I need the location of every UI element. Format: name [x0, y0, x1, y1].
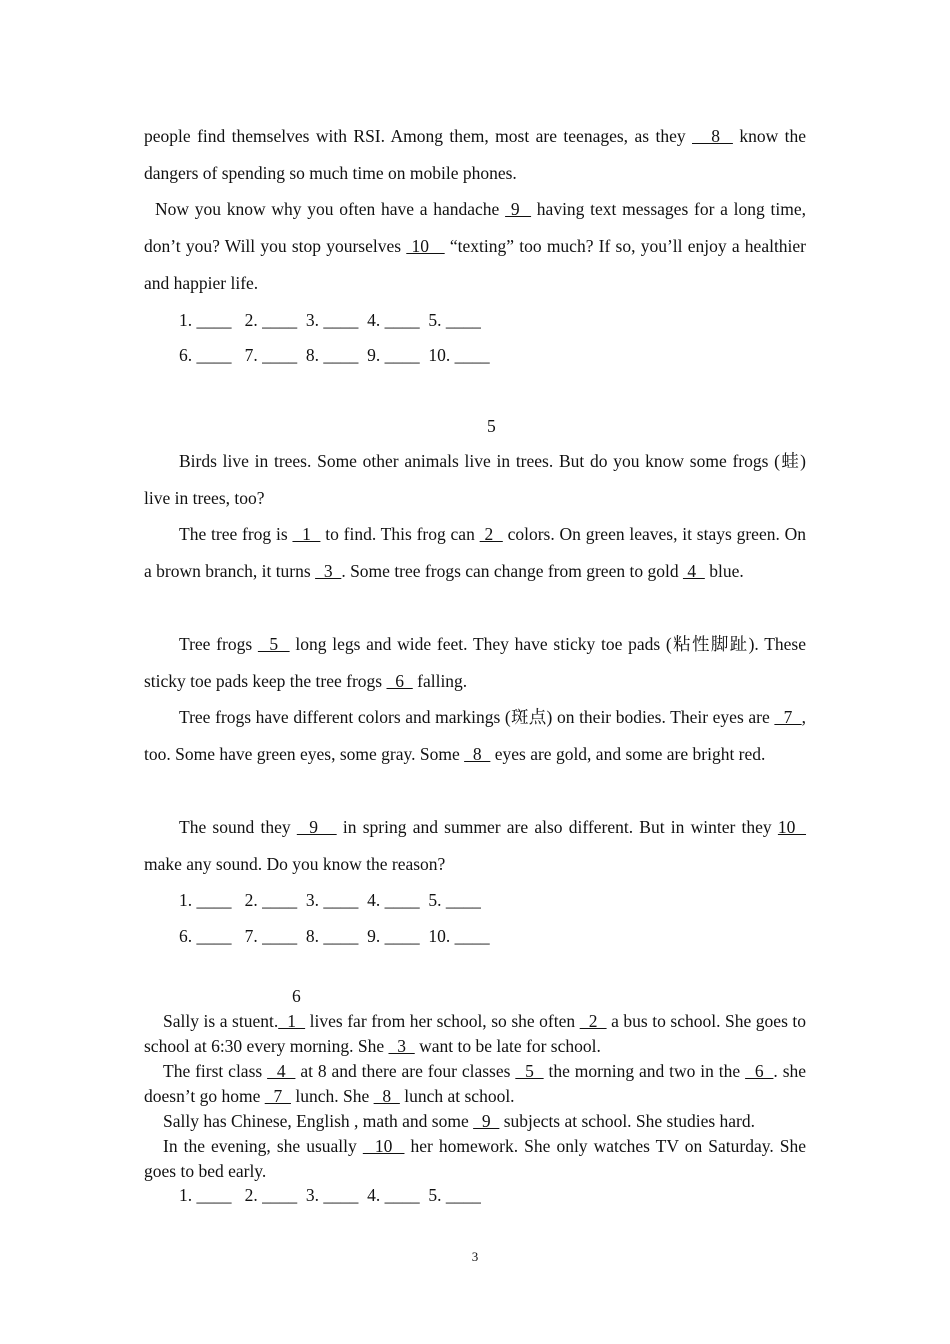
passage4-answers-row1: 1. ____ 2. ____ 3. ____ 4. ____ 5. ____	[179, 310, 481, 330]
passage5-paragraph2	[144, 516, 806, 590]
blank-7: 7	[264, 1086, 291, 1106]
blank-4: 4	[682, 561, 705, 581]
text: in spring and summer are also different. But in winter they	[336, 817, 778, 837]
passage6-paragraph1	[144, 1009, 806, 1059]
blank-9: 9	[473, 1111, 500, 1131]
blank-7: 7	[774, 707, 802, 727]
blank-8: 8	[692, 126, 733, 146]
text: people find themselves with RSI. Among them, most are teenages, as they	[144, 126, 693, 146]
text: “texting” too much? If so, you’ll enjoy a healthier and happier life.	[144, 236, 807, 293]
text: lives far from her school, so she often	[305, 1011, 580, 1031]
blank-3: 3	[315, 561, 342, 581]
text: colors. On green leaves, it stays green. On a brown branch, it turns	[144, 524, 807, 581]
passage6-number: 6	[292, 986, 301, 1006]
text: at 8 and there are four classes	[295, 1061, 516, 1081]
blank-1: 1	[278, 1011, 306, 1031]
passage6-paragraph4	[144, 1134, 806, 1184]
text: The sound they	[179, 817, 297, 837]
text: Now you know why you often have a handache	[155, 199, 506, 219]
passage5-answers-row1: 1. ____ 2. ____ 3. ____ 4. ____ 5. ____	[179, 890, 481, 910]
text: lunch at school.	[399, 1086, 515, 1106]
passage6-paragraph2	[144, 1059, 806, 1109]
blank-4: 4	[267, 1061, 296, 1081]
text: , too. Some have green eyes, some gray. Some	[144, 707, 807, 764]
text: falling.	[412, 671, 468, 691]
text: The first class	[163, 1061, 268, 1081]
blank-8: 8	[373, 1086, 400, 1106]
text: make any sound. Do you know the reason?	[144, 854, 446, 874]
blank-5: 5	[515, 1061, 544, 1081]
text: know the dangers of spending so much time on mobile phones.	[144, 126, 807, 183]
passage5-answers-row2: 6. ____ 7. ____ 8. ____ 9. ____ 10. ____	[179, 926, 490, 946]
blank-6: 6	[745, 1061, 774, 1081]
passage5-paragraph5	[144, 809, 806, 883]
text: Tree frogs	[179, 634, 258, 654]
text: to find. This frog can	[320, 524, 480, 544]
text: long legs and wide feet. They have sticky toe pads (粘性脚趾). These sticky toe pads keep the tree frogs	[144, 634, 807, 691]
page-number: 3	[471, 1249, 479, 1264]
passage4-paragraph1	[144, 118, 806, 192]
blank-2: 2	[579, 1011, 607, 1031]
passage4-paragraph2	[144, 191, 806, 302]
passage5-paragraph1: Birds live in trees. Some other animals live in trees. But do you know some frogs (蛙) live in trees, too?	[144, 451, 806, 508]
blank-8: 8	[464, 744, 491, 764]
blank-5: 5	[257, 634, 290, 654]
passage6-answers-row1: 1. ____ 2. ____ 3. ____ 4. ____ 5. ____	[179, 1185, 481, 1205]
text: Sally has Chinese, English , math and some	[163, 1111, 474, 1131]
text: . she doesn’t go home	[144, 1061, 807, 1106]
passage5-paragraph3	[144, 626, 806, 700]
blank-3: 3	[388, 1036, 415, 1056]
text: In the evening, she usually	[163, 1136, 363, 1156]
passage5-number: 5	[487, 416, 496, 436]
text: subjects at school. She studies hard.	[499, 1111, 756, 1131]
blank-9: 9	[296, 817, 337, 837]
text: the morning and two in the	[543, 1061, 746, 1081]
text: blue.	[704, 561, 744, 581]
text: . Some tree frogs can change from green to gold	[341, 561, 683, 581]
passage6-paragraph3	[144, 1109, 806, 1134]
blank-1: 1	[292, 524, 321, 544]
passage4-answers-row2: 6. ____ 7. ____ 8. ____ 9. ____ 10. ____	[179, 345, 490, 365]
text: Tree frogs have different colors and markings (斑点) on their bodies. Their eyes are	[179, 707, 775, 727]
text: Sally is a stuent.	[163, 1011, 279, 1031]
blank-10: 10	[362, 1136, 405, 1156]
text: having text messages for a long time, don’t you? Will you stop yourselves	[144, 199, 806, 256]
blank-9: 9	[505, 199, 532, 219]
blank-10: 10	[777, 817, 807, 837]
blank-10: 10	[406, 236, 445, 256]
text: a bus to school. She goes to school at 6:30 every morning. She	[144, 1011, 807, 1056]
blank-2: 2	[479, 524, 503, 544]
blank-6: 6	[386, 671, 413, 691]
text: want to be late for school.	[414, 1036, 601, 1056]
passage5-paragraph4	[144, 699, 806, 773]
text: lunch. She	[290, 1086, 374, 1106]
text: The tree frog is	[179, 524, 293, 544]
text: eyes are gold, and some are bright red.	[490, 744, 766, 764]
text: her homework. She only watches TV on Saturday. She goes to bed early.	[144, 1136, 807, 1181]
